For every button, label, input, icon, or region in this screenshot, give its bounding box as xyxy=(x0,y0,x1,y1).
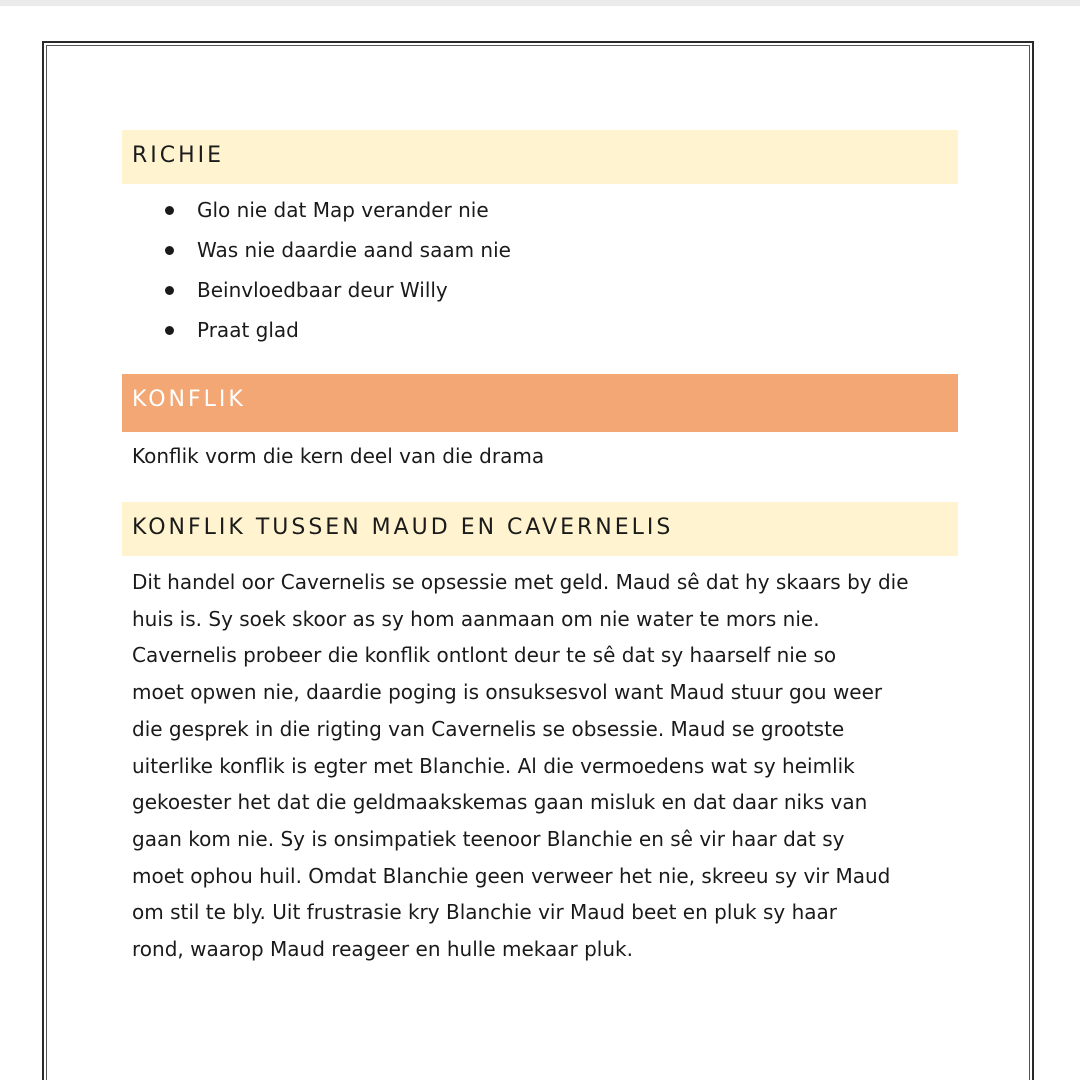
konflik-intro-text: Konflik vorm die kern deel van die drama xyxy=(132,444,545,468)
list-item xyxy=(122,270,958,310)
heading-konflik-maud-cavernelis: KONFLIK TUSSEN MAUD EN CAVERNELIS xyxy=(122,502,958,556)
richie-bullet-list xyxy=(122,190,958,350)
bullet-icon xyxy=(165,206,174,215)
paragraph-line: Dit handel oor Cavernelis se opsessie met geld. Maud sê dat hy skaars by die xyxy=(132,570,909,594)
paragraph-line: gekoester het dat die geldmaakskemas gaan misluk en dat daar niks van xyxy=(132,790,868,815)
paragraph-line: Cavernelis probeer die konflik ontlont deur te sê dat sy haarself nie so xyxy=(132,643,837,668)
paragraph-line: moet opwen nie, daardie poging is onsuksesvol want Maud stuur gou weer xyxy=(132,680,883,705)
paragraph-line: om stil te bly. Uit frustrasie kry Blanchie vir Maud beet en pluk sy haar xyxy=(132,900,838,925)
paragraph-line: gaan kom nie. Sy is onsimpatiek teenoor Blanchie en sê vir haar dat sy xyxy=(132,826,845,851)
list-item-text: Beinvloedbaar deur Willy xyxy=(197,278,448,302)
heading-richie: RICHIE xyxy=(122,130,958,184)
konflik-maud-cavernelis-paragraph xyxy=(122,564,958,968)
list-item-text: Glo nie dat Map verander nie xyxy=(197,198,489,222)
bullet-icon xyxy=(165,286,174,295)
heading-konflik: KONFLIK xyxy=(122,374,958,432)
bullet-icon xyxy=(165,246,174,255)
paragraph-line: moet ophou huil. Omdat Blanchie geen verweer het nie, skreeu sy vir Maud xyxy=(132,863,891,888)
list-item xyxy=(122,190,958,230)
list-item-text: Praat glad xyxy=(197,318,299,342)
list-item xyxy=(122,230,958,270)
bullet-icon xyxy=(165,326,174,335)
paragraph-line: rond, waarop Maud reageer en hulle mekaar pluk. xyxy=(132,937,633,962)
document-content xyxy=(122,130,958,968)
paragraph-line: huis is. Sy soek skoor as sy hom aanmaan om nie water te mors nie. xyxy=(132,606,820,631)
paragraph-line: uiterlike konflik is egter met Blanchie. Al die vermoedens wat sy heimlik xyxy=(132,753,855,778)
paragraph-line: die gesprek in die rigting van Cavernelis se obsessie. Maud se grootste xyxy=(132,716,845,741)
list-item-text: Was nie daardie aand saam nie xyxy=(197,238,511,262)
list-item xyxy=(122,310,958,350)
